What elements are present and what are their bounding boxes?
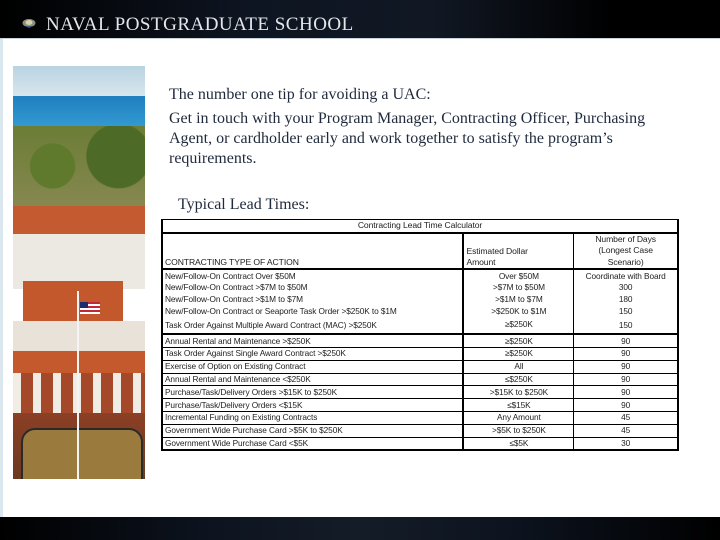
footer-bar (0, 517, 720, 540)
table-row: New/Follow-On Contract Over $50M Over $50M Coordinate with Board (162, 269, 678, 282)
table-row: New/Follow-On Contract >$7M to $50M >$7M to $50M 300 (162, 282, 678, 294)
left-border (0, 39, 3, 517)
lead-time-table (161, 219, 679, 451)
table-row: Government Wide Purchase Card >$5K to $250K >$5K to $250K 45 (162, 424, 678, 437)
column-header-amount: Estimated Dollar Amount (463, 233, 573, 270)
table-row: New/Follow-On Contract >$1M to $7M >$1M to $7M 180 (162, 294, 678, 306)
crest-icon (22, 18, 36, 28)
header-bar (0, 0, 720, 39)
table-title: Contracting Lead Time Calculator (162, 220, 678, 233)
tip-heading: The number one tip for avoiding a UAC: (169, 86, 431, 103)
table-row: Exercise of Option on Existing Contract All 90 (162, 360, 678, 373)
table-row: Purchase/Task/Delivery Orders <$15K ≤$15K 90 (162, 399, 678, 412)
table-row: Task Order Against Single Award Contract >$250K ≥$250K 90 (162, 348, 678, 361)
lead-times-heading: Typical Lead Times: (178, 196, 310, 213)
school-name: NAVAL POSTGRADUATE SCHOOL (46, 14, 354, 35)
table-row: Purchase/Task/Delivery Orders >$15K to $250K >$15K to $250K 90 (162, 386, 678, 399)
tip-body: Get in touch with your Program Manager, Contracting Officer, Purchasing Agent, or cardholder early and work together to satisfy the program’s requirements. (169, 110, 646, 167)
column-header-days: Number of Days (Longest Case Scenario) (574, 233, 678, 270)
campus-photo (13, 66, 145, 479)
flag-icon (80, 302, 100, 314)
table-row: New/Follow-On Contract or Seaporte Task Order >$250K to $1M >$250K to $1M 150 (162, 306, 678, 320)
table-row: Incremental Funding on Existing Contracts Any Amount 45 (162, 412, 678, 425)
table-row: Annual Rental and Maintenance <$250K ≤$250K 90 (162, 373, 678, 386)
table-row: Annual Rental and Maintenance >$250K ≥$250K 90 (162, 334, 678, 347)
table-row: Government Wide Purchase Card <$5K ≤$5K 30 (162, 437, 678, 450)
table-row: Task Order Against Multiple Award Contract (MAC) >$250K ≥$250K 150 (162, 319, 678, 334)
column-header-action: CONTRACTING TYPE OF ACTION (162, 233, 463, 270)
